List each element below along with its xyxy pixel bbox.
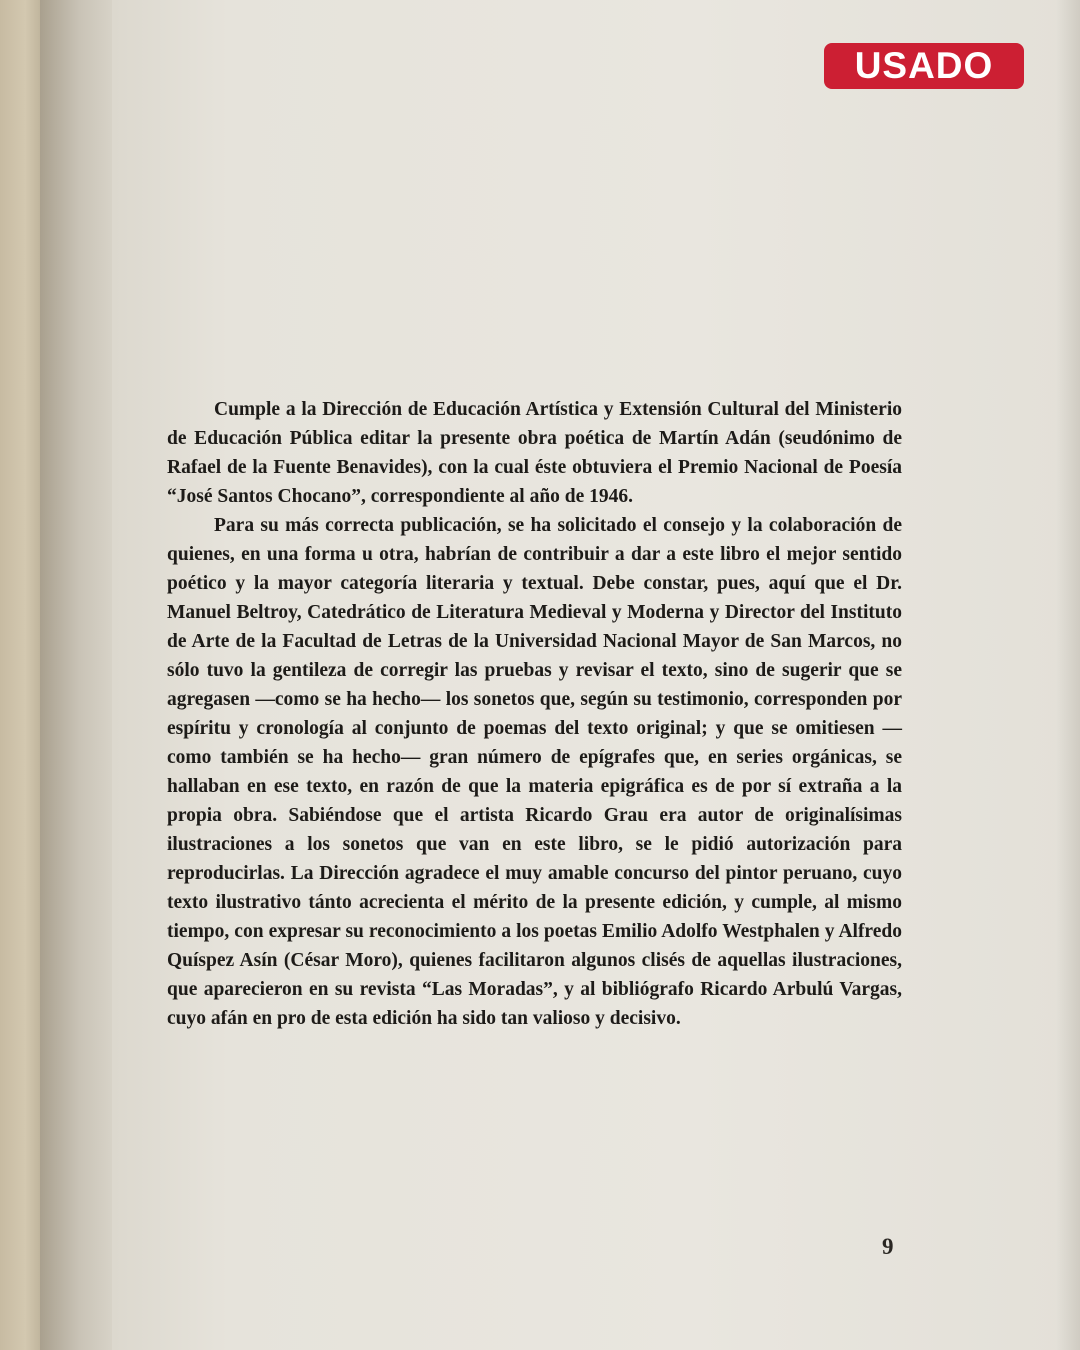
paragraph: Cumple a la Dirección de Educación Artística y Extensión Cultural del Ministerio de Educación Pública editar la presente obra poética de Martín Adán (seudónimo de Rafael de la Fuente Benavides), con la cual éste obtuviera el Premio Nacional de Poesía “José Santos Chocano”, correspondiente al año de 1946. (167, 399, 902, 507)
page-number: 9 (882, 1234, 894, 1259)
paragraph: Para su más correcta publicación, se ha solicitado el consejo y la colaboración de quienes, en una forma u otra, habrían de contribuir a dar a este libro el mejor sentido poético y la mayor categoría literaria y textual. Debe constar, pues, aquí que el Dr. Manuel Beltroy, Catedrático de Literatura Medieval y Moderna y Director del Instituto de Arte de la Facultad de Letras de la Universidad Nacional Mayor de San Marcos, no sólo tuvo la gentileza de corregir las pruebas y revisar el texto, sino de sugerir que se agregasen —como se ha hecho— los sonetos que, según su testimonio, corresponden por espíritu y cronología al conjunto de poemas del texto original; y que se omitiesen —como también se ha hecho— gran número de epígrafes que, en series orgánicas, se hallaban en ese texto, en razón de que la materia epigráfica es de por sí extraña a la propia obra. Sabiéndose que el artista Ricardo Grau era autor de originalísimas ilustraciones a los sonetos que van en este libro, se le pidió autorización para reproducirlas. La Dirección agradece el muy amable concurso del pintor peruano, cuyo texto ilustrativo tánto acrecienta el mérito de la presente edición, y cumple, al mismo tiempo, con expresar su reconocimiento a los poetas Emilio Adolfo Westphalen y Alfredo Quíspez Asín (César Moro), quienes facilitaron algunos clisés de aquellas ilustraciones, que aparecieron en su revista “Las Moradas”, y al bibliógrafo Ricardo Arbulú Vargas, cuyo afán en pro de esta edición ha sido tan valioso y decisivo. (167, 515, 902, 1029)
used-badge: USADO (824, 43, 1024, 89)
page-edge-shadow (1056, 0, 1080, 1350)
body-text (167, 395, 902, 1033)
